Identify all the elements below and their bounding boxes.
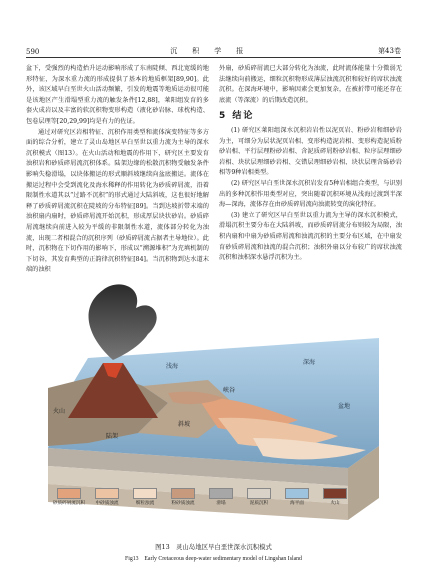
legend-label: 火山 bbox=[330, 501, 340, 506]
label-volcano: 火山 bbox=[53, 408, 66, 415]
label-platform: 陆架 bbox=[106, 433, 119, 440]
legend-item bbox=[318, 488, 352, 507]
label-basin: 盆地 bbox=[338, 403, 351, 410]
volcano bbox=[68, 284, 158, 418]
legend-label: 海平面 bbox=[290, 501, 304, 506]
legend-item bbox=[52, 488, 86, 507]
page-number: 590 bbox=[26, 48, 40, 56]
figure-caption-en: Fig13 Early Cretaceous deep-water sedimentary model of Lingshan Island bbox=[125, 556, 302, 562]
label-canyon: 峡谷 bbox=[223, 387, 236, 394]
journal-title: 沉 积 学 报 bbox=[170, 47, 248, 55]
legend-swatch bbox=[133, 488, 157, 499]
legend-item bbox=[128, 488, 162, 507]
legend-item bbox=[204, 488, 238, 507]
page-header bbox=[26, 44, 401, 56]
label-slope: 斜坡 bbox=[178, 421, 191, 428]
paragraph: 盆下，受强烈的构造抬升运动影响形成了东南陡倾、西北宽缓的地形特征，为深水重力流的形成提供了基本的地质框架[89,90]。此外，该区域早白垩世火山活动频繁，引发的地震等地质运动很可能是该地区产生滑塌型重力流的触发条件[12,88]，莱阳组发育的多套火成岩以及丰富的软沉积物变形构造（液化砂岩脉、球枕构造、包卷层理等[20,29,99]均是有力的佐证。 bbox=[26, 65, 209, 125]
legend-label: 泥质沉积 bbox=[249, 501, 269, 506]
legend-swatch bbox=[209, 488, 233, 499]
section-title: 结论 bbox=[232, 111, 255, 122]
conclusion-paragraph: (2) 研究区早白垩世深水沉积岩发育5种岩相组合类型，与识别出的多种沉积作用类型对应，突出随着沉积环境从浅海过渡到半深海—深海，流体存在由砂质碎屑流向浊流转变的演化特征。 bbox=[219, 179, 402, 209]
header-rule bbox=[26, 57, 401, 58]
legend-label: 砂质碎屑流沉积 bbox=[52, 501, 86, 506]
legend-label: 中砂质浊流 bbox=[95, 501, 119, 506]
label-shallow-sea: 浅海 bbox=[166, 363, 179, 370]
conclusion-paragraph: (1) 研究区莱阳组深水沉积岩岩性以泥页岩、粉砂岩和细砂岩为主，可细分为层状泥页岩相、变形构造泥岩相、变形构造泥质粉砂岩相、平行层理粉砂岩相、含泥质碎屑粉砂岩相、粒序层理细砂岩相、块状层理细砂岩相、交错层理细砂岩相、块状层理含砾砂岩相等9种岩相类型。 bbox=[219, 126, 402, 177]
volume-number: 第43卷 bbox=[378, 47, 401, 55]
legend-item bbox=[166, 488, 200, 507]
right-column bbox=[219, 64, 402, 264]
legend-label: 滑塌 bbox=[216, 501, 226, 506]
legend-label: 粉砂质浊流 bbox=[171, 501, 195, 506]
left-column bbox=[26, 64, 209, 276]
conclusion-paragraph: (3) 建立了研究区早白垩世以重力流为主导的深水沉积模式，滑塌沉积主要分布在大陆斜坡，而砂质碎屑流分布则较为局限，浊积内扇和中扇为砂质碎屑流和浊流沉积的主要分布区域，在中扇发育砂质碎屑流和浊流的混合沉积；浊积外扇以分布较广的席状浊流沉积和浊积深水悬浮沉积为主。 bbox=[219, 211, 402, 262]
legend-item bbox=[242, 488, 276, 507]
legend-swatch bbox=[95, 488, 119, 499]
figure-caption-zh: 图13 灵山岛地区早白垩世深水沉积模式 bbox=[155, 543, 272, 551]
paragraph: 外扇，砂质碎屑流已大部分转化为浊流，此时流体能量十分微弱无法继续向前搬运，细粒沉积物形成薄层浊流沉积和较好的席状浊流沉积。在深海环境中，影响因素会更加复杂，在被折带可能还存在底流（等深流）的后期改造沉积。 bbox=[219, 65, 402, 104]
legend-item bbox=[90, 488, 124, 507]
paragraph: 通过对研究区岩相特征、沉积作用类型和流体演变特征等多方面的综合分析，建立了灵山岛地区早白垩世以重力流为主导的深水沉积模式（图13）。在火山活动和地震的作用下，研究区主要发育浊积岩和砂质碎屑流沉积体系。陆架边缘的松散沉积物受触发条件影响失稳滑塌，以块体搬运的形式顺斜坡继续向盆底搬运。流体在搬运过程中会受到流化及海水稀释的作用转化为砂质碎屑流，沿着限制性水道其以“过路不沉积”的形式通过大陆斜坡，这也很好地解释了砂质碎屑流沉积在陡坡的分布特征[89]。当到达坡折带末端的浊积扇内扇时，砂质碎屑流开始沉积，形成厚层块状砂岩。砂质碎屑流继续向前进入较为平缓的非限制性水道，流体部分转化为浊流，出现二者相混合的沉积序列（砂质碎屑流占据者主导地位）。此时，沉积物在下切作用的影响下，形成以“溯源堆积”为充填机制的下切谷，其发育典型的正韵律沉积特征[84]。当沉积物到达水道末端的浊积 bbox=[26, 128, 209, 274]
figure-legend bbox=[52, 488, 382, 528]
legend-item bbox=[280, 488, 314, 507]
legend-label: 细粒浊流 bbox=[135, 501, 155, 506]
label-deep-sea: 深海 bbox=[303, 359, 316, 366]
legend-swatch bbox=[247, 488, 271, 499]
legend-swatch bbox=[57, 488, 81, 499]
section-heading bbox=[219, 111, 402, 122]
legend-swatch bbox=[323, 488, 347, 499]
legend-swatch bbox=[285, 488, 309, 499]
legend-swatch bbox=[171, 488, 195, 499]
section-number: 5 bbox=[219, 111, 228, 122]
